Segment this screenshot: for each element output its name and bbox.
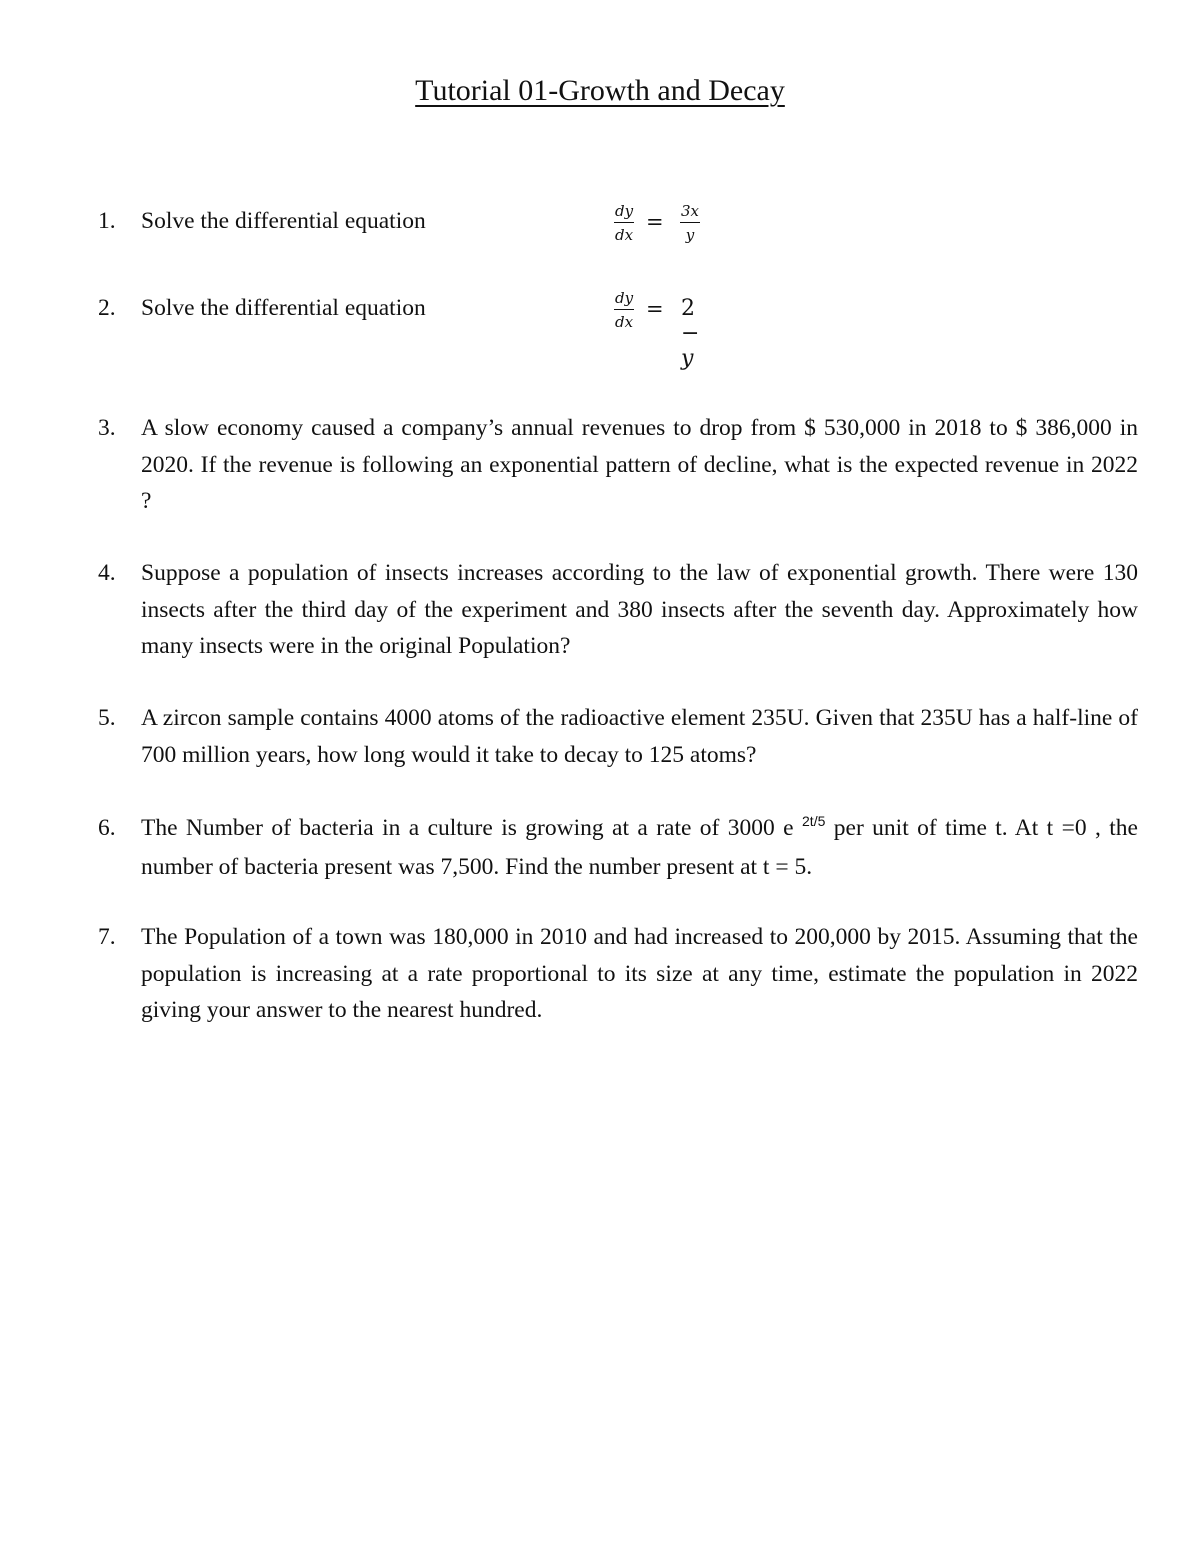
question-7 xyxy=(98,919,1138,1029)
question-number: 4. xyxy=(98,560,116,586)
lhs-fraction: $\frac{dy}{dx}$ xyxy=(615,202,634,244)
question-text: A zircon sample contains 4000 atoms of the radioactive element 235U. Given that 235U has a half-line of 700 million years, how long would it take to decay to 125 atoms? xyxy=(141,705,1138,768)
question-number: 3. xyxy=(98,415,116,441)
question-text: The Number of bacteria in a culture is growing at a rate of 3000 e $^{2t/5}$ per unit of time t. At t =0 , the number of bacteria present was 7,500. Find the number present at t = 5. xyxy=(141,813,1138,880)
question-1 xyxy=(98,202,1098,255)
question-label: Solve the differential equation xyxy=(141,208,426,234)
question-number: 7. xyxy=(98,924,116,950)
question-4 xyxy=(98,555,1138,665)
question-6 xyxy=(98,810,1138,885)
question-number: 1. xyxy=(98,208,116,234)
lhs-fraction: $\frac{dy}{dx}$ xyxy=(615,289,634,331)
question-number: 5. xyxy=(98,705,116,731)
question-number: 2. xyxy=(98,295,116,321)
question-2 xyxy=(98,289,1098,371)
exponent: 2t/5 xyxy=(802,813,826,829)
equals-sign: = xyxy=(646,210,664,234)
question-5 xyxy=(98,700,1138,773)
question-text: Suppose a population of insects increases according to the law of exponential growth. There were 130 insects after the third day of the experiment and 380 insects after the seventh day. Approximately how many insects were in the original Population? xyxy=(141,560,1138,659)
equals-sign: = xyxy=(646,297,664,321)
question-number: 6. xyxy=(98,815,116,841)
rhs-fraction: $\frac{3x}{y}$ xyxy=(681,202,700,244)
question-label: Solve the differential equation xyxy=(141,295,426,321)
question-text: The Population of a town was 180,000 in 2010 and had increased to 200,000 by 2015. Assuming that the population is increasing at a rate proportional to its size at any time, estimate the population in 2022 giving your answer to the nearest hundred. xyxy=(141,924,1138,1023)
question-text: A slow economy caused a company’s annual revenues to drop from $ 530,000 in 2018 to $ 386,000 in 2020. If the revenue is following an exponential pattern of decline, what is the expected revenue in 2022 ? xyxy=(141,415,1138,514)
page-title: Tutorial 01-Growth and Decay xyxy=(415,74,785,107)
question-3 xyxy=(98,410,1138,520)
rhs-expression: 2 − y xyxy=(681,296,700,371)
